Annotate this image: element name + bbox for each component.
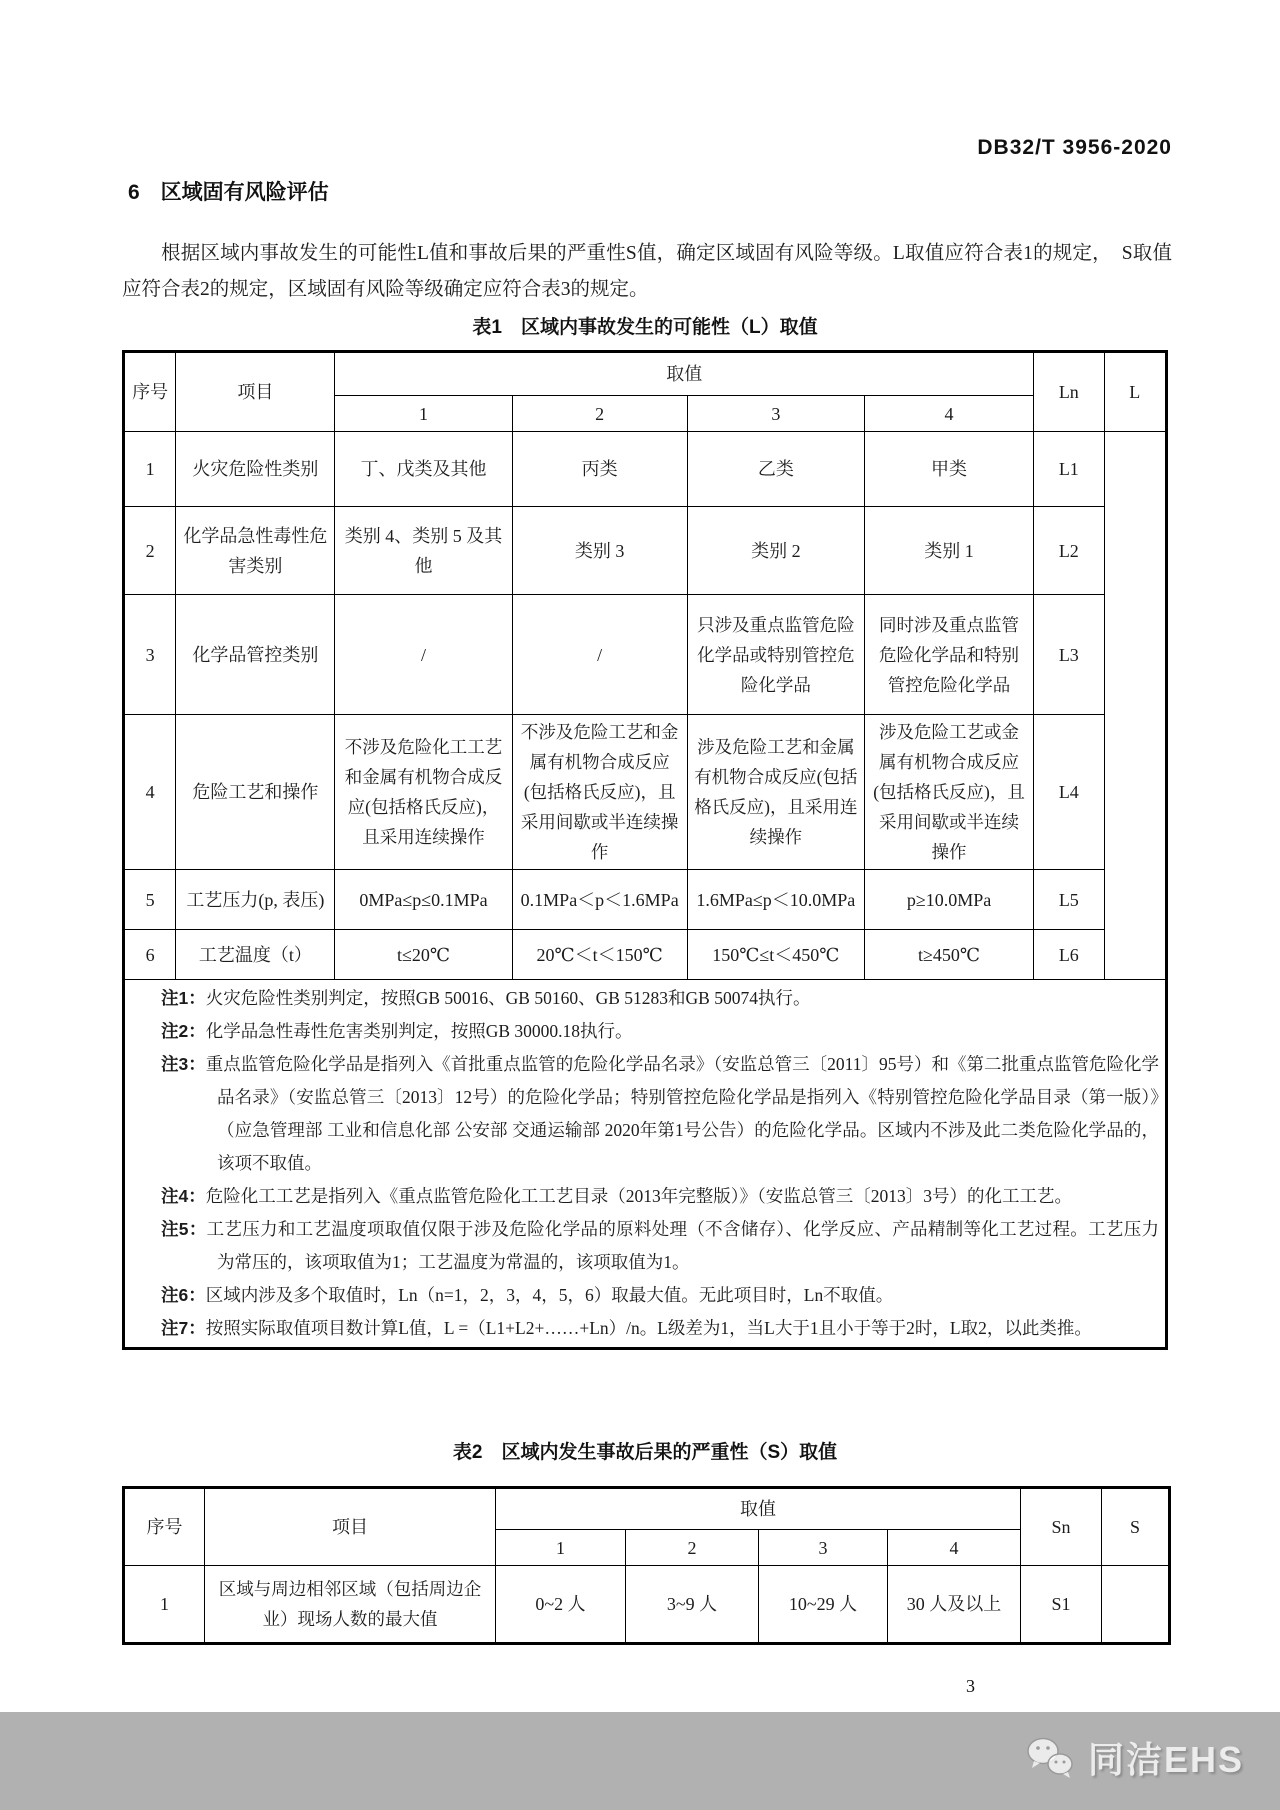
- value-cell: 3~9 人: [626, 1566, 759, 1644]
- note-text: 火灾危险性类别判定，按照GB 50016、GB 50160、GB 51283和GB 50074执行。: [205, 988, 811, 1008]
- value-cell: 30 人及以上: [888, 1566, 1021, 1644]
- footer-watermark-band: [0, 1712, 1280, 1810]
- note-item: [131, 1312, 1159, 1345]
- note-item: [131, 1180, 1159, 1213]
- table1: [122, 350, 1168, 1350]
- seq-cell: 2: [124, 507, 176, 595]
- value-cell: t≤20℃: [335, 930, 512, 980]
- t2-col3-header: 3: [759, 1530, 888, 1566]
- table1-title: 表1 区域内事故发生的可能性（L）取值: [472, 317, 818, 338]
- t1-col1-header: 1: [335, 396, 512, 432]
- t2-sn-header: Sn: [1021, 1488, 1102, 1566]
- value-cell: 0MPa≤p≤0.1MPa: [335, 870, 512, 930]
- note-item: [131, 1213, 1159, 1279]
- note-text: 化学品急性毒性危害类别判定，按照GB 30000.18执行。: [205, 1021, 633, 1041]
- value-cell: 不涉及危险工艺和金属有机物合成反应(包括格氏反应)，且采用间歇或半连续操作: [512, 715, 687, 870]
- item-cell: 火灾危险性类别: [176, 432, 335, 507]
- table-row: [124, 930, 1167, 980]
- t1-ln-header: Ln: [1034, 352, 1104, 432]
- seq-cell: 5: [124, 870, 176, 930]
- intro-paragraph: 根据区域内事故发生的可能性L值和事故后果的严重性S值，确定区域固有风险等级。L取值应符合表1的规定， S取值应符合表2的规定，区域固有风险等级确定应符合表3的规定。: [122, 243, 1172, 300]
- item-cell: 化学品管控类别: [176, 595, 335, 715]
- value-cell: 甲类: [864, 432, 1033, 507]
- note-label: 注3：: [161, 1054, 206, 1074]
- note-text: 区域内涉及多个取值时，Ln（n=1，2，3，4，5，6）取最大值。无此项目时，Ln不取值。: [205, 1285, 894, 1305]
- value-cell: 不涉及危险化工工艺和金属有机物合成反应(包括格氏反应)，且采用连续操作: [335, 715, 512, 870]
- value-cell: /: [512, 595, 687, 715]
- section-heading: 6 区域固有风险评估: [128, 181, 329, 204]
- ln-cell: L5: [1034, 870, 1104, 930]
- watermark-text: 同洁EHS: [1087, 1739, 1244, 1780]
- t2-col4-header: 4: [888, 1530, 1021, 1566]
- ln-cell: L2: [1034, 507, 1104, 595]
- table-row: [124, 432, 1167, 507]
- value-cell: 乙类: [687, 432, 864, 507]
- item-cell: 化学品急性毒性危害类别: [176, 507, 335, 595]
- note-text: 按照实际取值项目数计算L值，L =（L1+L2+……+Ln）/n。L级差为1，当L大于1且小于等于2时，L取2，以此类推。: [205, 1318, 1092, 1338]
- value-cell: 涉及危险工艺或金属有机物合成反应(包括格氏反应)，且采用间歇或半连续操作: [864, 715, 1033, 870]
- note-text: 危险化工工艺是指列入《重点监管危险化工工艺目录（2013年完整版）》（安监总管三〔2013〕3号）的化工工艺。: [205, 1186, 1072, 1206]
- value-cell: 只涉及重点监管危险化学品或特别管控危险化学品: [687, 595, 864, 715]
- ln-cell: L6: [1034, 930, 1104, 980]
- seq-cell: 1: [124, 1566, 205, 1644]
- doc-number: DB32/T 3956-2020: [977, 136, 1172, 159]
- ln-cell: L1: [1034, 432, 1104, 507]
- ln-cell: L3: [1034, 595, 1104, 715]
- note-label: 注4：: [161, 1186, 206, 1206]
- ln-cell: L4: [1034, 715, 1104, 870]
- value-cell: 150℃≤t＜450℃: [687, 930, 864, 980]
- note-label: 注1：: [161, 988, 206, 1008]
- item-cell: 工艺温度（t）: [176, 930, 335, 980]
- table-row: [124, 1566, 1170, 1644]
- value-cell: 20℃＜t＜150℃: [512, 930, 687, 980]
- table-row: [124, 595, 1167, 715]
- note-item: [131, 1048, 1159, 1180]
- page-number: 3: [966, 1676, 975, 1696]
- item-cell: 危险工艺和操作: [176, 715, 335, 870]
- value-cell: 0.1MPa＜p＜1.6MPa: [512, 870, 687, 930]
- s-value-cell-empty: [1102, 1566, 1170, 1644]
- seq-cell: 3: [124, 595, 176, 715]
- l-value-cell-empty: [1104, 432, 1166, 980]
- t2-col1-header: 1: [496, 1530, 626, 1566]
- wechat-icon: [1024, 1735, 1076, 1781]
- value-cell: 丁、戊类及其他: [335, 432, 512, 507]
- table2: [122, 1486, 1171, 1645]
- note-label: 注5：: [161, 1219, 207, 1239]
- value-cell: 0~2 人: [496, 1566, 626, 1644]
- value-cell: 类别 3: [512, 507, 687, 595]
- note-item: [131, 982, 1159, 1015]
- t2-seq-header: 序号: [124, 1488, 205, 1566]
- seq-cell: 4: [124, 715, 176, 870]
- sn-cell: S1: [1021, 1566, 1102, 1644]
- value-cell: 1.6MPa≤p＜10.0MPa: [687, 870, 864, 930]
- t2-col2-header: 2: [626, 1530, 759, 1566]
- seq-cell: 1: [124, 432, 176, 507]
- value-cell: 丙类: [512, 432, 687, 507]
- table-row: [124, 715, 1167, 870]
- value-cell: 类别 1: [864, 507, 1033, 595]
- t2-s-header: S: [1102, 1488, 1170, 1566]
- value-cell: 类别 2: [687, 507, 864, 595]
- t1-col2-header: 2: [512, 396, 687, 432]
- value-cell: 类别 4、类别 5 及其他: [335, 507, 512, 595]
- value-cell: 涉及危险工艺和金属有机物合成反应(包括格氏反应)，且采用连续操作: [687, 715, 864, 870]
- value-cell: 同时涉及重点监管危险化学品和特别管控危险化学品: [864, 595, 1033, 715]
- note-text: 工艺压力和工艺温度项取值仅限于涉及危险化学品的原料处理（不含储存）、化学反应、产品精制等化工艺过程。工艺压力为常压的，该项取值为1；工艺温度为常温的，该项取值为1。: [206, 1219, 1160, 1272]
- note-item: [131, 1279, 1159, 1312]
- value-cell: t≥450℃: [864, 930, 1033, 980]
- table-notes-row: [124, 980, 1167, 1349]
- item-cell: 区域与周边相邻区域（包括周边企业）现场人数的最大值: [205, 1566, 496, 1644]
- t2-value-group-header: 取值: [496, 1488, 1021, 1530]
- table-row: [124, 507, 1167, 595]
- note-label: 注7：: [161, 1318, 206, 1338]
- t1-seq-header: 序号: [124, 352, 176, 432]
- t1-col3-header: 3: [687, 396, 864, 432]
- note-label: 注6：: [161, 1285, 206, 1305]
- table-row: [124, 870, 1167, 930]
- t1-l-header: L: [1104, 352, 1166, 432]
- table2-title: 表2 区域内发生事故后果的严重性（S）取值: [452, 1442, 838, 1463]
- value-cell: p≥10.0MPa: [864, 870, 1033, 930]
- value-cell: 10~29 人: [759, 1566, 888, 1644]
- value-cell: /: [335, 595, 512, 715]
- table1-notes: [124, 980, 1167, 1349]
- note-text: 重点监管危险化学品是指列入《首批重点监管的危险化学品名录》（安监总管三〔2011〕95号）和《第二批重点监管危险化学品名录》（安监总管三〔2013〕12号）的危险化学品；特别管控危险化学品是指列入《特别管控危险化学品目录（第一版）》（应急管理部 工业和信息化部 公安部 交通运输部 2020年第1号公告）的危险化学品。区域内不涉及此二类危险化学品的，该项不取值。: [205, 1054, 1159, 1173]
- t2-item-header: 项目: [205, 1488, 496, 1566]
- t1-col4-header: 4: [864, 396, 1033, 432]
- watermark: [1024, 1732, 1244, 1783]
- t1-item-header: 项目: [176, 352, 335, 432]
- t1-value-group-header: 取值: [335, 352, 1034, 396]
- seq-cell: 6: [124, 930, 176, 980]
- note-label: 注2：: [161, 1021, 206, 1041]
- note-item: [131, 1015, 1159, 1048]
- item-cell: 工艺压力(p, 表压): [176, 870, 335, 930]
